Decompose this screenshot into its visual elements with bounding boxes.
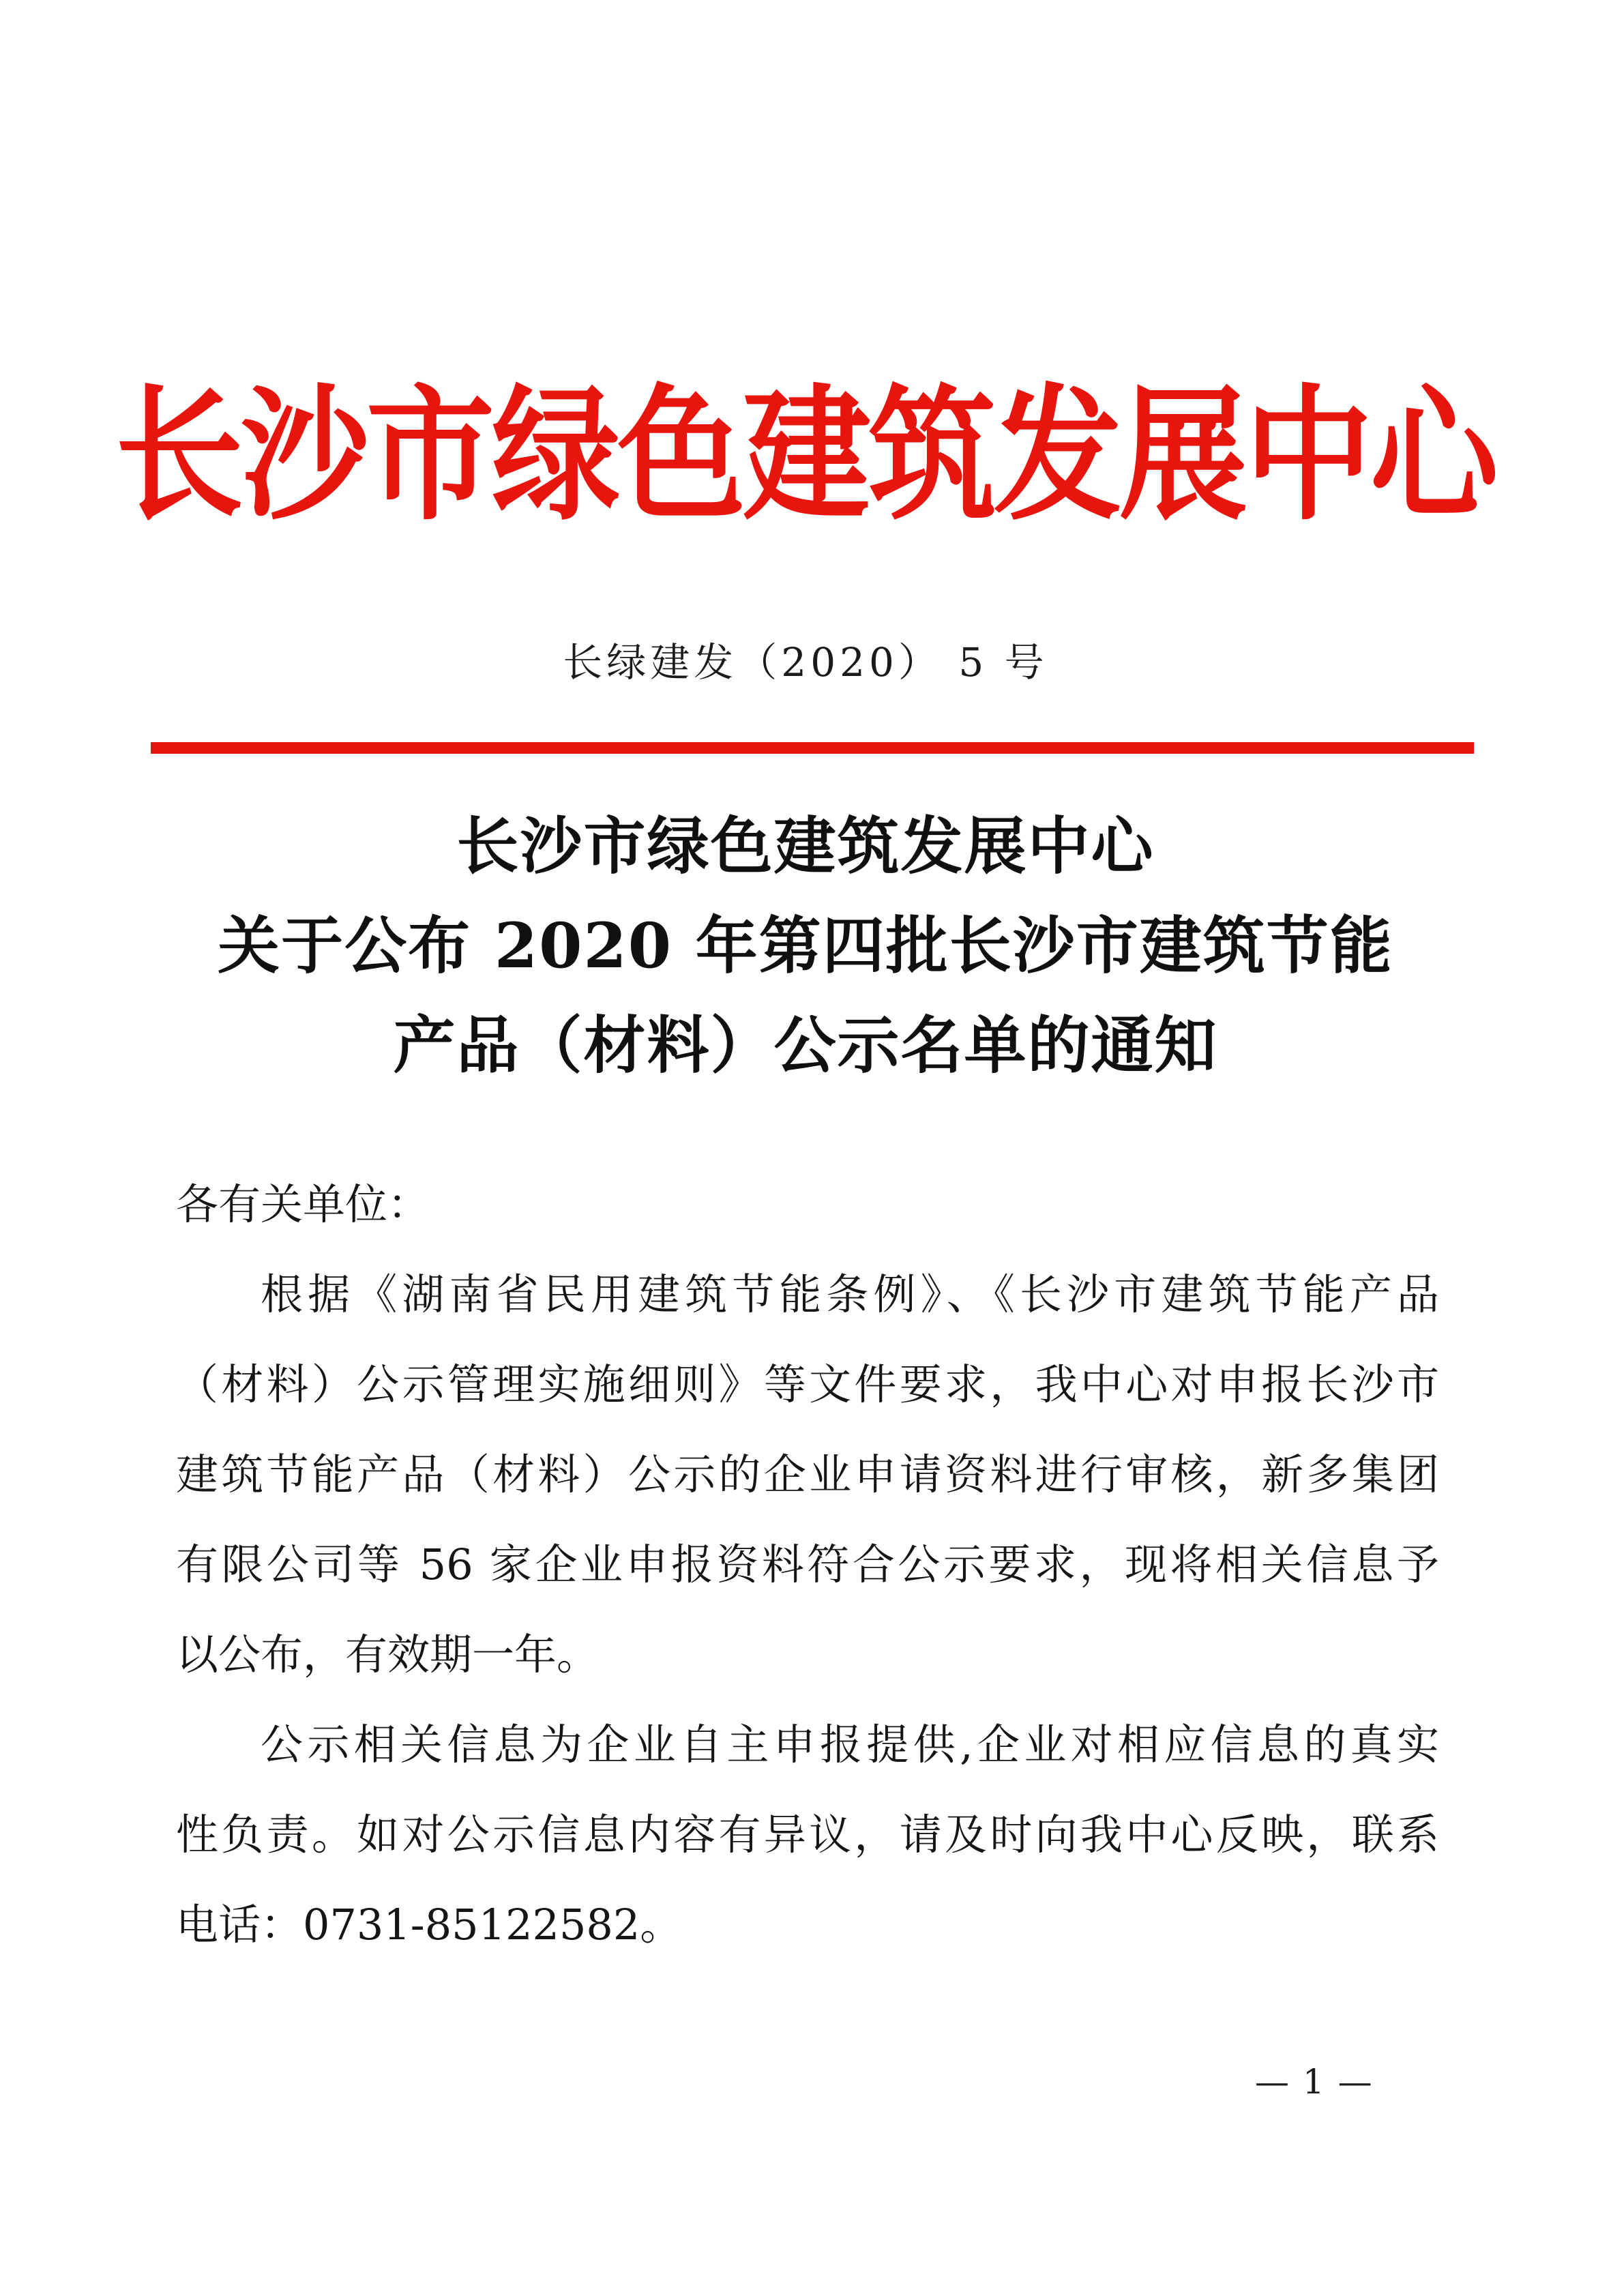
paragraph-2-line-2: 性负责。如对公示信息内容有异议，请及时向我中心反映，联系 — [176, 1810, 1439, 1859]
notice-body — [176, 1160, 1439, 1970]
letterhead-title: 长沙市绿色建筑发展中心 — [115, 370, 1496, 541]
paragraph-1-line-2: （材料）公示管理实施细则》等文件要求，我中心对申报长沙市 — [176, 1359, 1439, 1409]
paragraph-1-line-1: 根据《湖南省民用建筑节能条例》、《长沙市建筑节能产品 — [261, 1269, 1439, 1319]
notice-title-line-2: 关于公布 2020 年第四批长沙市建筑节能 — [218, 910, 1393, 982]
notice-title-line-3: 产品（材料）公示名单的通知 — [393, 1010, 1218, 1082]
paragraph-2-line-1: 公示相关信息为企业自主申报提供,企业对相应信息的真实 — [261, 1720, 1439, 1769]
paragraph-2-line-3: 电话：0731-85122582。 — [176, 1900, 683, 1949]
notice-title-line-1: 长沙市绿色建筑发展中心 — [456, 810, 1155, 883]
salutation: 各有关单位： — [176, 1179, 430, 1229]
paragraph-1-line-3: 建筑节能产品（材料）公示的企业申请资料进行审核，新多集团 — [176, 1449, 1439, 1499]
page-number: — 1 — — [1255, 2062, 1374, 2102]
red-divider-rule — [151, 742, 1474, 754]
paragraph-1-line-5: 以公布，有效期一年。 — [176, 1630, 600, 1679]
paragraph-1-line-4: 有限公司等 56 家企业申报资料符合公示要求，现将相关信息予 — [176, 1540, 1439, 1589]
doc-number: 长绿建发（2020） 5 号 — [563, 639, 1048, 686]
notice-title — [0, 797, 1611, 1095]
